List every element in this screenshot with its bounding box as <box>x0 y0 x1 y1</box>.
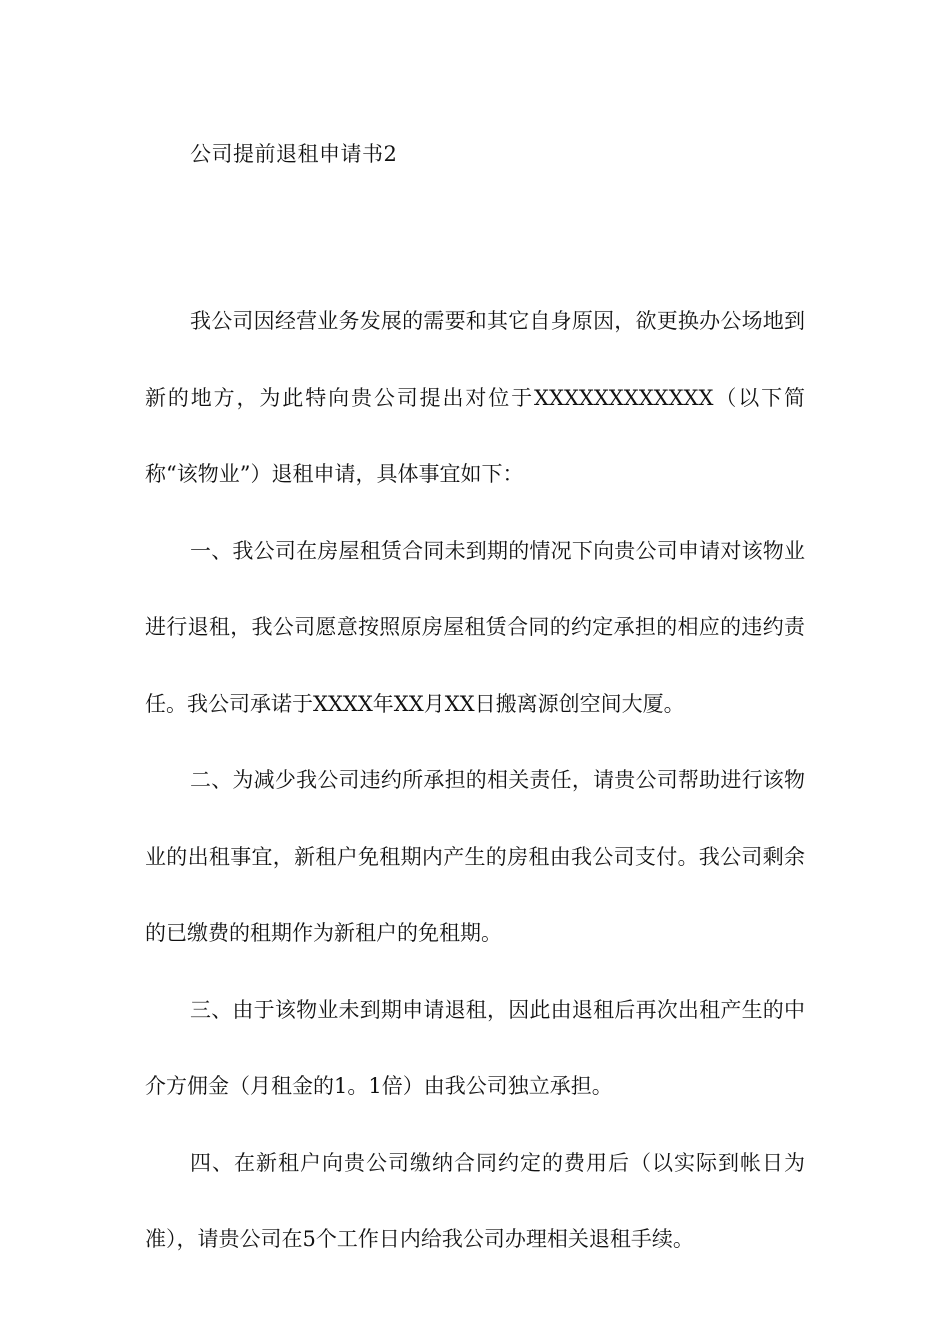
paragraph-item-1: 一、我公司在房屋租赁合同未到期的情况下向贵公司申请对该物业进行退租，我公司愿意按照原房屋租赁合同的约定承担的相应的违约责任。我公司承诺于XXXX年XX月XX日搬离源创空间大厦。 <box>145 538 805 716</box>
paragraph-intro: 我公司因经营业务发展的需要和其它自身原因，欲更换办公场地到新的地方，为此特向贵公司提出对位于XXXXXXXXXXXX（以下简称“该物业”）退租申请，具体事宜如下： <box>145 309 805 486</box>
paragraph-item-2: 二、为减少我公司违约所承担的相关责任，请贵公司帮助进行该物业的出租事宜，新租户免租期内产生的房租由我公司支付。我公司剩余的已缴费的租期作为新租户的免租期。 <box>145 768 805 945</box>
paragraph-item-3: 三、由于该物业未到期申请退租，因此由退租后再次出租产生的中介方佣金（月租金的1。1倍）由我公司独立承担。 <box>145 997 805 1098</box>
document-title: 公司提前退租申请书2 <box>190 142 398 166</box>
paragraph-item-4: 四、在新租户向贵公司缴纳合同约定的费用后（以实际到帐日为准），请贵公司在5个工作日内给我公司办理相关退租手续。 <box>145 1150 805 1251</box>
document-body <box>145 283 805 1278</box>
